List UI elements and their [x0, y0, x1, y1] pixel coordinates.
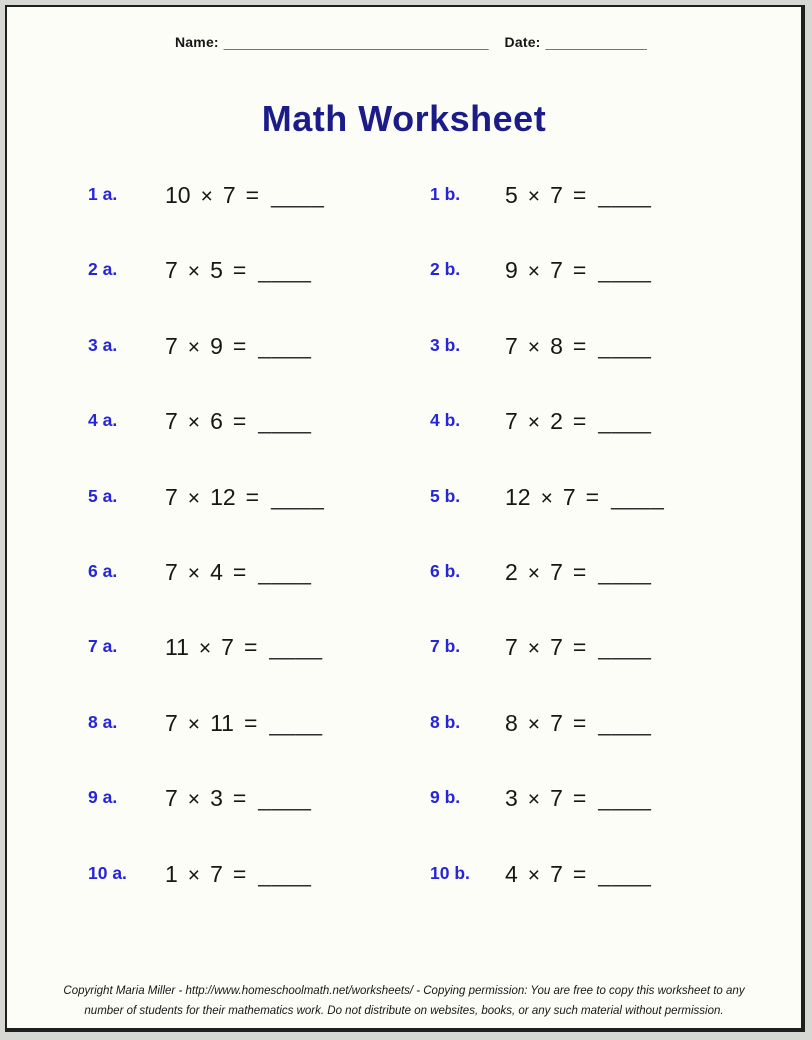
problem-number-b: 3 b.	[430, 334, 461, 355]
problem-row	[7, 558, 801, 633]
problem-number-b: 7 b.	[430, 636, 461, 657]
answer-blank: ____	[258, 332, 312, 359]
answer-blank: ____	[269, 709, 323, 736]
times-symbol: ×	[187, 260, 201, 284]
multiplicand: 1	[165, 860, 178, 887]
times-symbol: ×	[540, 486, 553, 510]
problem-row	[7, 633, 801, 708]
problem-expression-b	[505, 633, 651, 663]
multiplicand: 3	[505, 785, 518, 812]
answer-blank: ____	[598, 634, 652, 661]
answer-blank: ____	[598, 408, 652, 435]
multiplier: 7	[550, 860, 563, 887]
problem-number-a: 10 a.	[88, 862, 127, 883]
multiplicand: 8	[505, 709, 518, 736]
equals-symbol: =	[572, 558, 587, 585]
equals-symbol: =	[572, 182, 587, 208]
times-symbol: ×	[527, 335, 541, 359]
problem-expression-b	[505, 558, 651, 588]
multiplier: 7	[550, 785, 563, 812]
equals-symbol: =	[232, 408, 247, 435]
multiplicand: 7	[165, 483, 178, 510]
problem-number-b: 1 b.	[430, 184, 461, 204]
equals-symbol: =	[245, 182, 260, 208]
multiplicand: 7	[165, 558, 178, 585]
problem-expression-b	[505, 483, 664, 513]
times-symbol: ×	[527, 863, 541, 887]
multiplicand: 10	[165, 182, 191, 208]
multiplier: 7	[550, 634, 563, 661]
times-symbol: ×	[527, 260, 541, 284]
multiplicand: 7	[165, 257, 178, 284]
multiplier: 9	[210, 332, 223, 359]
problem-expression-b	[505, 784, 651, 814]
problem-expression-a	[165, 483, 324, 513]
answer-blank: ____	[269, 634, 323, 661]
problem-expression-a	[165, 332, 311, 362]
multiplier: 2	[550, 408, 563, 435]
problem-row	[7, 181, 801, 256]
problem-number-a: 9 a.	[88, 787, 118, 808]
answer-blank: ____	[258, 257, 312, 284]
multiplier: 7	[222, 182, 236, 208]
name-label: Name:	[175, 34, 219, 50]
multiplicand: 12	[505, 483, 531, 510]
problem-row	[7, 407, 801, 482]
multiplicand: 7	[505, 332, 518, 359]
problem-row	[7, 332, 801, 407]
multiplicand: 7	[165, 785, 178, 812]
problem-row	[7, 709, 801, 784]
problem-number-b: 10 b.	[430, 862, 470, 883]
multiplier: 4	[210, 558, 223, 585]
multiplier: 3	[210, 785, 223, 812]
equals-symbol: =	[232, 860, 247, 887]
problem-expression-a	[165, 256, 311, 286]
multiplicand: 7	[165, 332, 178, 359]
times-symbol: ×	[187, 411, 201, 435]
problem-number-b: 4 b.	[430, 410, 461, 431]
answer-blank: ____	[598, 182, 652, 208]
equals-symbol: =	[243, 634, 258, 661]
problems-grid	[7, 181, 801, 935]
problem-number-a: 2 a.	[88, 259, 118, 280]
copyright-footer	[7, 982, 801, 1021]
problem-number-a: 1 a.	[88, 184, 118, 204]
multiplicand: 11	[165, 634, 189, 661]
problem-number-b: 2 b.	[430, 259, 461, 280]
equals-symbol: =	[572, 785, 587, 812]
equals-symbol: =	[243, 709, 258, 736]
problem-number-a: 5 a.	[88, 485, 118, 506]
problem-number-a: 8 a.	[88, 711, 118, 732]
multiplier: 7	[550, 709, 563, 736]
answer-blank: ____	[271, 182, 325, 208]
equals-symbol: =	[245, 483, 260, 510]
problem-expression-a	[165, 181, 324, 211]
multiplicand: 4	[505, 860, 518, 887]
problem-number-a: 7 a.	[88, 636, 118, 657]
problem-row	[7, 784, 801, 859]
multiplier: 7	[210, 860, 223, 887]
times-symbol: ×	[187, 335, 201, 359]
problem-expression-a	[165, 633, 323, 663]
answer-blank: ____	[271, 483, 325, 510]
problem-number-b: 9 b.	[430, 787, 461, 808]
date-fill-line: _____________	[545, 34, 647, 50]
equals-symbol: =	[232, 332, 247, 359]
times-symbol: ×	[200, 185, 213, 208]
answer-blank: ____	[258, 785, 312, 812]
problem-row	[7, 860, 801, 935]
problem-expression-a	[165, 860, 311, 890]
times-symbol: ×	[187, 863, 201, 887]
date-label: Date:	[504, 34, 541, 50]
name-fill-line: __________________________________	[223, 34, 489, 50]
problem-number-b: 6 b.	[430, 560, 461, 581]
multiplier: 7	[550, 182, 563, 208]
equals-symbol: =	[572, 257, 587, 284]
problem-row	[7, 483, 801, 558]
multiplier: 5	[210, 257, 223, 284]
times-symbol: ×	[187, 561, 201, 585]
multiplier: 7	[550, 558, 563, 585]
answer-blank: ____	[598, 257, 652, 284]
times-symbol: ×	[527, 637, 541, 661]
multiplier: 7	[550, 257, 563, 284]
multiplier: 8	[550, 332, 563, 359]
times-symbol: ×	[187, 712, 201, 736]
equals-symbol: =	[232, 558, 247, 585]
multiplier: 11	[210, 709, 234, 736]
problem-number-a: 3 a.	[88, 334, 118, 355]
equals-symbol: =	[232, 785, 247, 812]
problem-expression-a	[165, 784, 311, 814]
answer-blank: ____	[258, 408, 312, 435]
problem-expression-b	[505, 709, 651, 739]
multiplicand: 7	[505, 634, 518, 661]
equals-symbol: =	[572, 709, 587, 736]
multiplier: 6	[210, 408, 223, 435]
problem-number-b: 8 b.	[430, 711, 461, 732]
answer-blank: ____	[598, 558, 652, 585]
equals-symbol: =	[232, 257, 247, 284]
problem-number-b: 5 b.	[430, 485, 461, 506]
answer-blank: ____	[598, 785, 652, 812]
problem-row	[7, 256, 801, 331]
equals-symbol: =	[572, 634, 587, 661]
answer-blank: ____	[611, 483, 665, 510]
problem-number-a: 6 a.	[88, 560, 118, 581]
multiplicand: 9	[505, 257, 518, 284]
answer-blank: ____	[258, 860, 312, 887]
equals-symbol: =	[572, 332, 587, 359]
problem-expression-a	[165, 407, 311, 437]
multiplicand: 7	[505, 408, 518, 435]
answer-blank: ____	[258, 558, 312, 585]
multiplicand: 7	[165, 408, 178, 435]
times-symbol: ×	[527, 411, 541, 435]
problem-number-a: 4 a.	[88, 410, 118, 431]
problem-expression-a	[165, 709, 323, 739]
problem-expression-b	[505, 407, 651, 437]
times-symbol: ×	[187, 486, 201, 510]
times-symbol: ×	[187, 788, 201, 812]
equals-symbol: =	[572, 408, 587, 435]
answer-blank: ____	[598, 860, 652, 887]
multiplicand: 5	[505, 182, 518, 208]
times-symbol: ×	[527, 712, 541, 736]
multiplier: 7	[221, 634, 234, 661]
footer-line-1: Copyright Maria Miller - http://www.homeschoolmath.net/worksheets/ - Copying permission: You are free to copy this worksheet to any	[63, 985, 745, 997]
answer-blank: ____	[598, 332, 652, 359]
problem-expression-b	[505, 181, 651, 211]
equals-symbol: =	[585, 483, 600, 510]
multiplicand: 7	[165, 709, 178, 736]
footer-line-2: number of students for their mathematics work. Do not distribute on websites, books, or any such material without permission.	[84, 1004, 724, 1017]
page-title: Math Worksheet	[261, 98, 547, 139]
times-symbol: ×	[527, 788, 541, 812]
problem-expression-b	[505, 256, 651, 286]
problem-expression-b	[505, 860, 651, 890]
times-symbol: ×	[527, 561, 541, 585]
worksheet-page	[5, 5, 805, 1032]
multiplicand: 2	[505, 558, 518, 585]
answer-blank: ____	[598, 709, 652, 736]
times-symbol: ×	[198, 637, 212, 661]
header-name-date-row	[175, 34, 647, 50]
multiplier: 12	[210, 483, 236, 510]
problem-expression-b	[505, 332, 651, 362]
multiplier: 7	[562, 483, 576, 510]
times-symbol: ×	[527, 185, 541, 208]
problem-expression-a	[165, 558, 311, 588]
equals-symbol: =	[572, 860, 587, 887]
